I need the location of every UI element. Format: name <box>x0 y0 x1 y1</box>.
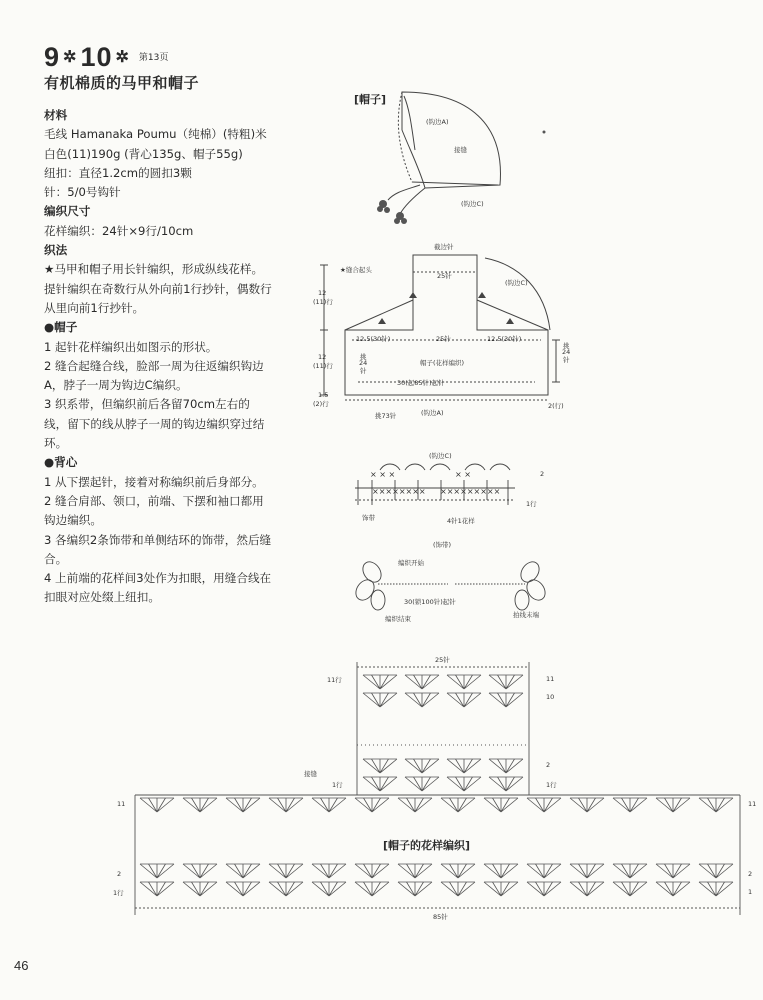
stitch-fan <box>613 864 647 878</box>
hat-step: 3 织系带，但编织前后各留70cm左右的线，留下的线从脖子一周的钩边编织穿过结环。 <box>44 397 265 451</box>
schematic-center-label: 帽子(花样编织) <box>420 359 465 367</box>
stitch-fan <box>355 864 389 878</box>
stitch-fan <box>441 798 475 812</box>
page-number: 46 <box>14 958 29 973</box>
materials-line: 针：5/0号钩针 <box>44 185 121 200</box>
svg-text:× × ×: × × × <box>370 470 396 479</box>
edge-c-title: (钩边C) <box>429 452 452 460</box>
stitch-fan <box>363 759 397 773</box>
chart-row-label: 2 <box>546 761 551 769</box>
materials-heading: 材料 <box>44 108 68 122</box>
stitch-fan <box>398 864 432 878</box>
materials-line: 毛线 Hamanaka Poumu（纯棉）(特粗)米白色(11)190g (背心135g、帽子55g) <box>44 127 267 161</box>
chart-top-stitches: 25针 <box>435 656 450 664</box>
star-icon: ✲ <box>63 49 78 66</box>
stitch-fan <box>489 675 523 689</box>
schematic-legend: ★缝合起头 <box>340 266 372 274</box>
stitch-fan <box>405 759 439 773</box>
method-heading: 织法 <box>44 243 68 258</box>
stitch-fan <box>183 864 217 878</box>
stitch-fan <box>441 864 475 878</box>
vest-step: 1 从下摆起针，接着对称编织前后身部分。 <box>44 474 264 489</box>
chart-row-label: 2 <box>748 870 753 878</box>
stitch-fan <box>312 864 346 878</box>
chart-row-label: 11 <box>117 800 126 808</box>
stitch-fan <box>484 882 518 896</box>
stitch-fan <box>363 777 397 791</box>
tie-start: 编织开始 <box>398 559 424 567</box>
stitch-fan <box>140 882 174 896</box>
stitch-fan <box>398 798 432 812</box>
vest-step: 2 缝合肩部、领口，前端、下摆和袖口都用钩边编织。 <box>44 493 264 528</box>
stitch-fan <box>447 777 481 791</box>
schematic-side-mid: 25针 <box>436 335 451 343</box>
stitch-fan <box>484 798 518 812</box>
chart-row-label: 11 <box>546 675 555 683</box>
tie-title: (饰带) <box>433 541 452 549</box>
stitch-fan <box>447 693 481 707</box>
chart-bottom-stitches: 85针 <box>433 913 448 921</box>
schematic-pick-left: 挑 <box>360 353 367 361</box>
stitch-fan <box>405 777 439 791</box>
schematic-right-rows: 2(行) <box>548 402 564 410</box>
hood-seam-label: 接缝 <box>454 146 467 154</box>
stitch-fan <box>269 864 303 878</box>
schematic-pick-right: 挑 <box>563 342 570 350</box>
schematic-rows: (11)行 <box>313 362 333 370</box>
stitch-fan <box>226 882 260 896</box>
stitch-fan <box>363 675 397 689</box>
edge-c-row: 2 <box>540 470 545 478</box>
stitch-fan <box>140 798 174 812</box>
chart-row-label: 11行 <box>327 676 342 684</box>
schematic-rows: 12 <box>318 353 327 361</box>
chart-row-label: 1行 <box>113 889 124 897</box>
stitch-fan <box>355 882 389 896</box>
stitch-fan <box>489 693 523 707</box>
stitch-fan <box>363 693 397 707</box>
stitch-fan <box>527 798 561 812</box>
stitch-fan <box>613 798 647 812</box>
stitch-fan <box>441 882 475 896</box>
stitch-fan <box>140 864 174 878</box>
stitch-fan <box>447 675 481 689</box>
tie-end: 编织结束 <box>385 615 411 623</box>
stitch-fan <box>656 882 690 896</box>
schematic-rows: 1.5 <box>318 391 329 399</box>
vest-step: 4 上前端的花样间3处作为扣眼，用缝合线在扣眼对应处缀上纽扣。 <box>44 571 272 605</box>
schematic-pick-left: 24 <box>359 359 368 367</box>
schematic-side-right: 12.5(30针) <box>487 335 522 343</box>
stitch-fan <box>183 798 217 812</box>
chart-row-label: 2 <box>117 870 122 878</box>
stitch-fan <box>269 882 303 896</box>
svg-text:×××××××××: ××××××××× <box>440 487 501 496</box>
hood-label: [帽子] <box>354 93 387 106</box>
star-icon: ✲ <box>115 49 130 66</box>
tie-finish: 拍线末端 <box>513 611 539 619</box>
size-heading: 编织尺寸 <box>44 204 91 219</box>
stitch-fan <box>405 675 439 689</box>
vest-heading: ●背心 <box>44 455 78 470</box>
instructions-column <box>44 106 272 608</box>
schematic-rows: (11)行 <box>313 298 333 306</box>
svg-text:× ×: × × <box>455 470 471 479</box>
schematic-top-stitches: 25针 <box>437 272 452 280</box>
stitch-fan <box>699 882 733 896</box>
page-reference: 第13页 <box>138 53 169 63</box>
stitch-fan <box>405 693 439 707</box>
schematic-rows: (2)行 <box>313 400 329 408</box>
materials-line: 纽扣：直径1.2cm的圆扣3颗 <box>44 165 192 180</box>
stitch-fan <box>613 882 647 896</box>
chart-row-label: 1行 <box>546 781 557 789</box>
stitch-fan <box>312 798 346 812</box>
vest-step: 3 各编织2条饰带和单侧结环的饰带，然后缝合。 <box>44 532 272 566</box>
hat-heading: ●帽子 <box>44 320 78 335</box>
chart-caption: [帽子的花样编织] <box>383 839 471 852</box>
pattern-number: 9 ✲ 10 ✲ $^{第13页}$ <box>44 42 169 72</box>
edge-c-row: 1行 <box>526 500 537 508</box>
schematic-pick-right: 24 <box>562 348 571 356</box>
page-title: 有机棉质的马甲和帽子 <box>44 74 200 92</box>
schematic-bottom-label: 挑73针 <box>375 412 397 420</box>
stitch-fan <box>527 864 561 878</box>
stitch-fan <box>527 882 561 896</box>
method-line: ★马甲和帽子用长针编织，形成纵线花样。提针编织在奇数行从外向前1行抄针，偶数行从里向前1行抄针。 <box>44 262 272 315</box>
chart-row-label: 1 <box>748 888 753 896</box>
chart-row-label: 11 <box>748 800 757 808</box>
hood-edge-c-label: (钩边C) <box>461 200 484 208</box>
tie-chain: 30(锁100针)起针 <box>404 598 456 606</box>
stitch-fan <box>699 798 733 812</box>
hat-step: 1 起针花样编织出如图示的形状。 <box>44 339 218 354</box>
hat-step: 2 缝合起缝合线，脸部一周为往返编织钩边A，脖子一周为钩边C编织。 <box>44 358 264 393</box>
stitch-fan <box>484 864 518 878</box>
chart-row-label: 10 <box>546 693 555 701</box>
chart-seam-label: 接缝 <box>304 770 317 778</box>
stitch-fan <box>269 798 303 812</box>
schematic-pick-right: 针 <box>563 356 570 364</box>
schematic-rows: 12 <box>318 289 327 297</box>
svg-text:××××××××: ×××××××× <box>372 487 426 496</box>
stitch-fan <box>656 864 690 878</box>
stitch-fan <box>570 864 604 878</box>
schematic-bottom-edge-a: (钩边A) <box>421 409 444 417</box>
schematic-side-left: 12.5(30针) <box>356 335 391 343</box>
stitch-fan <box>226 798 260 812</box>
size-line: 花样编织：24针×9行/10cm <box>44 223 194 238</box>
schematic-bottom-width: 30(起85针)起针 <box>397 379 445 387</box>
stitch-fan <box>355 798 389 812</box>
edge-c-tie: 饰带 <box>362 514 375 522</box>
hood-edge-a-label: (钩边A) <box>426 118 449 126</box>
stitch-fan <box>656 798 690 812</box>
stitch-fan <box>570 798 604 812</box>
stitch-fan <box>312 882 346 896</box>
stitch-fan <box>699 864 733 878</box>
stitch-fan <box>570 882 604 896</box>
stitch-fan <box>447 759 481 773</box>
schematic-pick-left: 针 <box>360 367 367 375</box>
chart-row-label: 1行 <box>332 781 343 789</box>
schematic-edge-c: (钩边C) <box>505 279 528 287</box>
stitch-fan <box>489 759 523 773</box>
stitch-fan <box>398 882 432 896</box>
stitch-fan <box>489 777 523 791</box>
stitch-fan <box>183 882 217 896</box>
stitch-fan <box>226 864 260 878</box>
schematic-top-edge: 截边针 <box>434 243 454 251</box>
edge-c-repeat: 4针1花样 <box>447 517 475 525</box>
